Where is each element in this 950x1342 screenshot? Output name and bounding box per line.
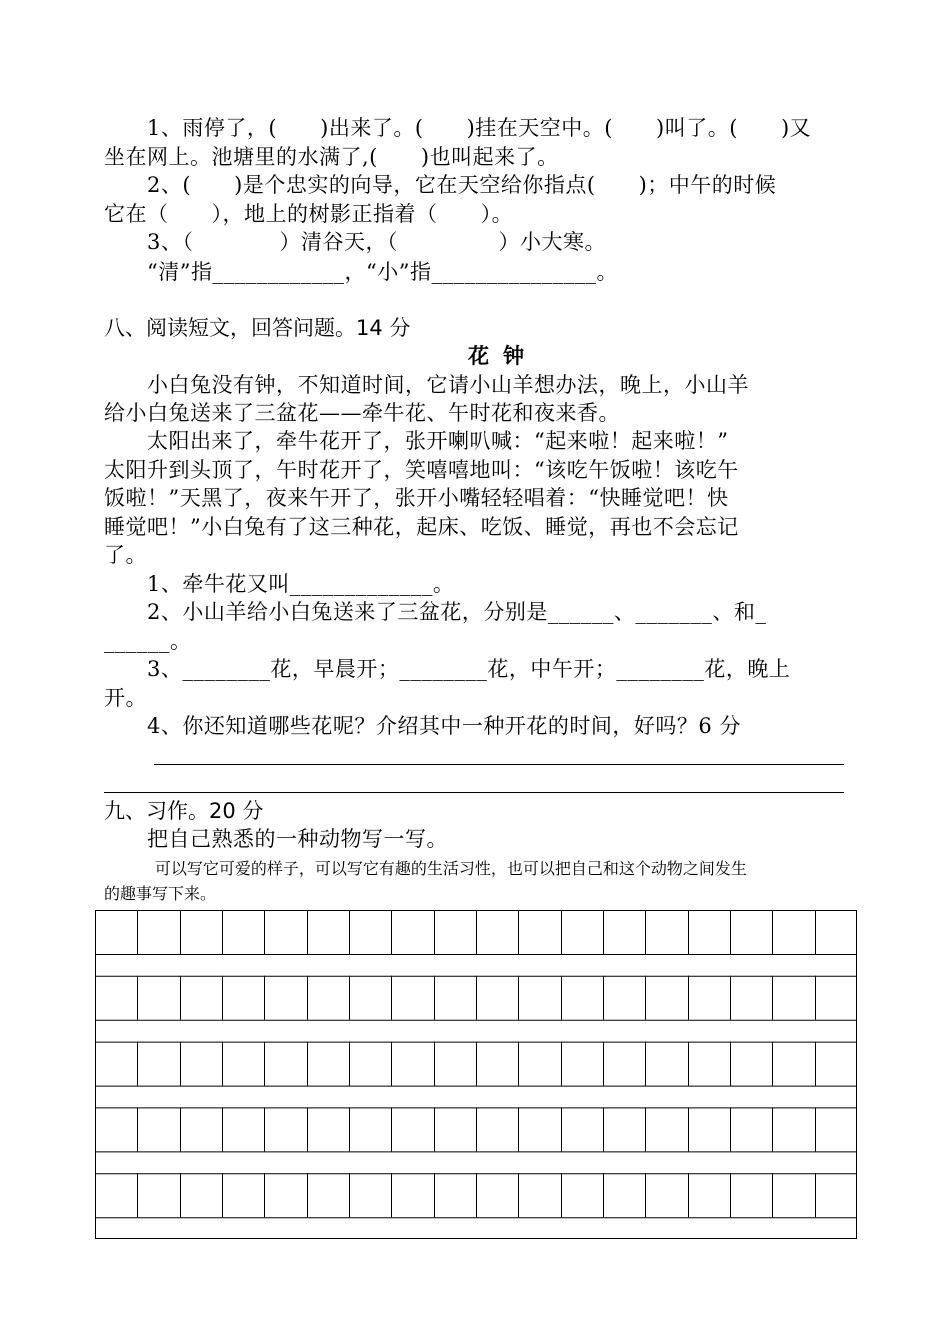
s7-q2-line1: 2、( )是个忠实的向导，它在天空给你指点( )；中午的时候 bbox=[104, 173, 777, 197]
passage-title: 花钟 bbox=[468, 344, 538, 368]
s7-q1-line2: 坐在网上。池塘里的水满了,( )也叫起来了。 bbox=[104, 145, 559, 169]
s9-hint-line1: 可以写它可爱的样子，可以写它有趣的生活习性，也可以把自己和这个动物之间发生 bbox=[104, 859, 747, 878]
s8-q3-line2: 开。 bbox=[104, 686, 147, 710]
answer-line-1 bbox=[154, 764, 844, 765]
s8-q2-line2: ______。 bbox=[104, 629, 192, 653]
s9-hint-line2: 的趣事写下来。 bbox=[104, 884, 217, 903]
s7-q3-line2: “清”指____________，“小”指_______________。 bbox=[104, 260, 618, 284]
section8-heading: 八、阅读短文，回答问题。14 分 bbox=[104, 316, 411, 340]
passage-p2-line1: 太阳出来了，牵牛花开了，张开喇叭喊：“起来啦！起来啦！” bbox=[104, 429, 729, 453]
writing-grid[interactable] bbox=[95, 910, 857, 1239]
s7-q3-line1: 3、（ ）清谷天，（ ）小大寒。 bbox=[104, 230, 606, 254]
passage-p2-line3: 饭啦！”天黑了，夜来午开了，张开小嘴轻轻唱着：“快睡觉吧！快 bbox=[104, 486, 729, 510]
writing-grid-svg bbox=[95, 910, 857, 1239]
passage-p1-line1: 小白兔没有钟，不知道时间，它请小山羊想办法，晚上，小山羊 bbox=[104, 373, 750, 397]
passage-p2-line4: 睡觉吧！”小白兔有了这三种花，起床、吃饭、睡觉，再也不会忘记 bbox=[104, 515, 739, 539]
s7-q2-line2: 它在（ ），地上的树影正指着（ ）。 bbox=[104, 202, 514, 226]
s8-q1: 1、牵牛花又叫_____________。 bbox=[104, 572, 455, 596]
s8-q2-line1: 2、小山羊给小白兔送来了三盆花，分别是______、_______、和_ bbox=[104, 600, 767, 624]
s7-q1-line1: 1、雨停了，( )出来了。( )挂在天空中。( )叫了。( )又 bbox=[104, 116, 812, 140]
passage-p2-line5: 了。 bbox=[104, 543, 147, 567]
answer-line-2 bbox=[104, 792, 844, 793]
passage-p1-line2: 给小白兔送来了三盆花——牵牛花、午时花和夜来香。 bbox=[104, 401, 620, 425]
s8-q4: 4、你还知道哪些花呢？介绍其中一种开花的时间，好吗？6 分 bbox=[104, 714, 741, 738]
section9-heading: 九、习作。20 分 bbox=[104, 799, 264, 823]
passage-p2-line2: 太阳升到头顶了，午时花开了，笑嘻嘻地叫：“该吃午饭啦！该吃午 bbox=[104, 458, 739, 482]
s8-q3-line1: 3、________花，早晨开；________花，中午开；________花，晚上 bbox=[104, 657, 791, 681]
s9-prompt: 把自己熟悉的一种动物写一写。 bbox=[104, 827, 449, 851]
